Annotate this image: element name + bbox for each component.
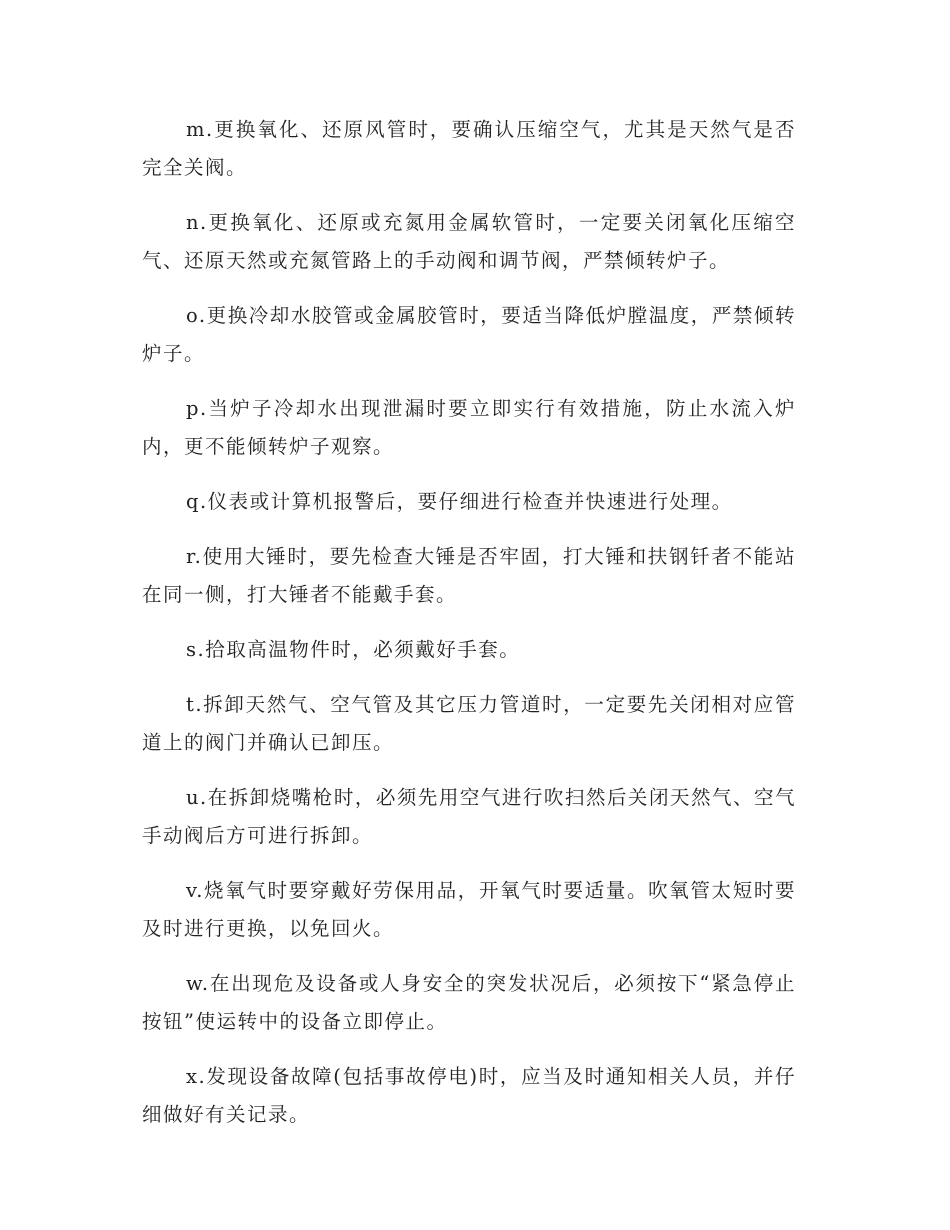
paragraph-x: x.发现设备故障(包括事故停电)时，应当及时通知相关人员，并仔细做好有关记录。 <box>142 1065 796 1126</box>
paragraph-v: v.烧氧气时要穿戴好劳保用品，开氧气时要适量。吹氧管太短时要及时进行更换，以免回火。 <box>142 879 796 940</box>
paragraph-r: r.使用大锤时，要先检查大锤是否牢固，打大锤和扶钢钎者不能站在同一侧，打大锤者不能戴手套。 <box>142 545 796 606</box>
paragraph-p: p.当炉子冷却水出现泄漏时要立即实行有效措施，防止水流入炉内，更不能倾转炉子观察。 <box>142 397 796 458</box>
paragraph-o: o.更换冷却水胶管或金属胶管时，要适当降低炉膛温度，严禁倾转炉子。 <box>142 304 796 365</box>
document-body <box>142 111 796 1151</box>
paragraph-q: q.仪表或计算机报警后，要仔细进行检查并快速进行处理。 <box>186 490 733 513</box>
paragraph-t: t.拆卸天然气、空气管及其它压力管道时，一定要先关闭相对应管道上的阀门并确认已卸压。 <box>142 693 796 754</box>
paragraph-w: w.在出现危及设备或人身安全的突发状况后，必须按下“紧急停止按钮”使运转中的设备立即停止。 <box>142 972 796 1033</box>
paragraph-s: s.拾取高温物件时，必须戴好手套。 <box>186 638 521 661</box>
paragraph-m: m.更换氧化、还原风管时，要确认压缩空气，尤其是天然气是否完全关阀。 <box>142 118 796 179</box>
paragraph-u: u.在拆卸烧嘴枪时，必须先用空气进行吹扫然后关闭天然气、空气手动阀后方可进行拆卸。 <box>142 786 796 847</box>
paragraph-n: n.更换氧化、还原或充氮用金属软管时，一定要关闭氧化压缩空气、还原天然或充氮管路上的手动阀和调节阀，严禁倾转炉子。 <box>142 211 796 272</box>
